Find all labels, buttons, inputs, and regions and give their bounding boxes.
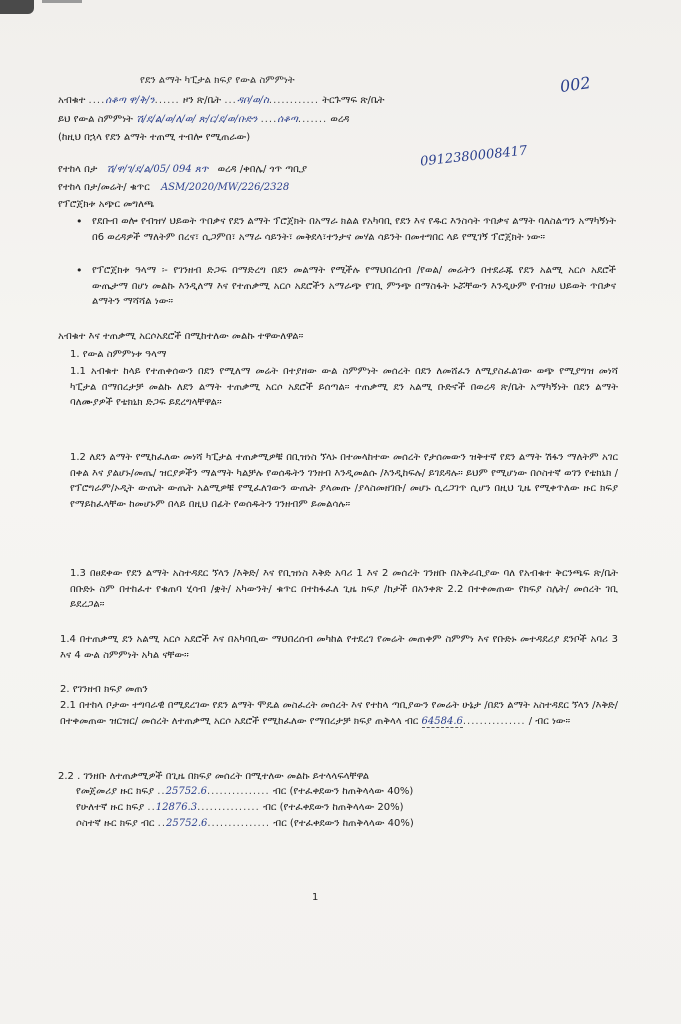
payment-note: (የተፈቀደውን ከጠቅላላው 20%): [279, 802, 404, 813]
blank: .......: [297, 114, 328, 125]
clause-text: 2.1 በተከላ ቦታው ተግባራዊ በሚደረገው የደን ልማት ሞዴል መስፈረት መሰረት እና የተከላ ጣቢያውን የመሬት ሁኔታ /በደን ልማት አስተዳደር ኘላን /እቅድ/ በተቀመጠው ዝርዝር/ መሰረት ለተጠቃሚ አርሶ አደሮች የሚከፈለው የማበረታቻ ክፍያ ጠቅላላ ብር: [60, 700, 618, 727]
blank: ...............: [206, 786, 270, 797]
site-id-line: [58, 181, 289, 194]
handwritten-site-id: ASM/2020/MW/226/2328: [160, 182, 290, 193]
payment-row: [76, 801, 403, 814]
payment-row: [76, 785, 413, 798]
section-2-heading: 2. የገንዘብ ክፍያ መጠን: [60, 684, 148, 695]
blank: ...: [224, 95, 237, 106]
project-summary-heading: የፕሮጀክቱ አጭር መግለጫ: [58, 199, 155, 210]
blank: ...............: [462, 715, 526, 727]
clause-1-1: 1.1 አብቁተ ከላይ የተጠቀሰውን በደን የሚለማ መሬት በተያዘው ውል ስምምነት መሰረት በደን ለመሸፈን ለሚያስፈልገው ወጭ የሚያግዝ መነሻ ካፒታል በማበረታቻ መልኩ ለደን ልማት ተጠቃሚ አርሶ አደሮች ይሰጣል። ተጠቃሚ ደን አልሚ ቡድኖች በወረዳ ጽ/ቤት አማካኝነት በደን ልማት ባለሙያዎች የቴክኒክ ድጋፍ ይደረግላቸዋል።: [70, 366, 619, 408]
beneficiary-line: (ከዚህ በኋላ የደን ልማት ተጠሚ ተብሎ የሚጠራው): [58, 132, 251, 143]
payment-note: (የተፈቀደውን ከጠቅላላው 40%): [289, 818, 414, 829]
handwritten-site: ሽ/ዋ/ገ/ደ/ል/05/ 094 ጸጥ: [106, 164, 209, 175]
handwritten-woreda-2: ሰቆጣ: [277, 114, 298, 125]
label: የተከላ በታ: [58, 164, 98, 175]
payment-unit: ብር: [272, 786, 287, 797]
blank: ............: [268, 95, 320, 106]
payment-label: የመጀመሪያ ዙር ክፍያ: [76, 786, 155, 797]
bullet-dot: •: [76, 215, 83, 228]
party-line-1: [58, 94, 385, 107]
payment-label: የሁለተኛ ዙር ክፍያ: [76, 802, 145, 813]
handwritten-woreda: ዳቦ/ወ/ስ: [236, 95, 269, 106]
blank: ..: [147, 802, 156, 813]
bullet-dot: •: [76, 264, 83, 277]
section-1-heading: 1. የውል ስምምነቱ ዓላማ: [70, 349, 167, 360]
corner-note: 002: [558, 72, 592, 97]
clause-1-2: 1.2 ለደን ልማት የሚከፈለው መነሻ ካፒታል ተጠቃሚዎቹ በቢዝነስ ኘላኑ በተመላከተው መሰረት የታሰመውን ዝቅተኛ የደን ልማት ሽፋን ማለትም አገር በቀል እና ያልሆኑ/መጤ/ ዝርያዎችን ማልማት ካልቻሉ የወሰዱትን ገንዘብ እንዲመልሱ /እንዲከፍሉ/ ይገደዳሉ። ይህም የሚሆነው በሶስተኛ ወገን የቴክኒክ /የፕሮግራም/ኦዲት ውጤት ውጤት አልሚዎቹ የሚፈለገውን ውጤት ያላመጡ /ያላስመዘገቡ/ መሆኑ ሲረጋገጥ ሲሆን በዚህ ጊዜ የሚቀጥለው ዙር ክፍያ የማይከፈላቸው ከመሆኑም በላይ በዚህ በፊት የወሰዱትን ገንዘብም ይመልሳሉ።: [70, 452, 618, 510]
payment-unit: ብር: [273, 818, 287, 829]
bullet-paragraph: የፕሮጀክቱ ዓላማ ፡- የገንዘብ ድጋፍ በማድረግ በደን መልማት የሚችሉ የማህበረሰብ /የወል/ መሬትን በተደራጁ የደን አልሚ አርሶ አደሮች ውጤታማ በሆነ መልኩ እንዲለማ እና የተጠቃሚ አርሶ አደሮችን አማራጭ የገቢ ምንጭ በማስፋት ኑሯቸውን እንዲሁም የብዝሀ ህይወት ጥበቃና ልማትን ማሻሻል ነው።: [92, 265, 616, 307]
blank: ..: [157, 818, 167, 829]
bullet-paragraph: የደቡብ ወሎ የብዝሃ ህይወት ጥበቃና የደን ልማት ፕሮጀክት በአማራ ክልል የአካባቢ የደን እና የዱር እንስሳት ጥበቃና ልማት ባለስልጣን አማካኝነት በ6 ወረዳዎች ማለትም በረና፣ ሲጋምበ፣ አማራ ሳይንት፣ መቅደላ፣ተንታና መሃል ሳይንት በመተግበር ላይ የሚገኝ ፕሮጀክት ነው።: [92, 216, 616, 243]
handwritten-payment-amount: 25752.6: [165, 786, 207, 797]
party-line-2: [58, 113, 349, 126]
payment-label: ሶስተኛ ዙር ክፍያ ብር: [76, 818, 155, 829]
blank: ...............: [207, 818, 271, 829]
label: ዞን ጽ/ቤት: [182, 95, 222, 106]
staple-mark: [42, 0, 82, 3]
blank: ......: [154, 95, 180, 106]
blank: ...............: [197, 802, 260, 813]
page-number: 1: [312, 892, 319, 903]
payment-unit: ብር: [262, 802, 277, 813]
clause-2-1: [60, 698, 618, 729]
handwritten-zone: ሰቆጣ ዋ/ቅ/ን: [105, 95, 155, 106]
label: ትርጉማፍ ጽ/ቤት: [322, 95, 385, 106]
payment-note: (የተፈቀደውን ከጠቅላላው 40%): [289, 786, 414, 797]
handwritten-payment-amount: 25752.6: [166, 818, 208, 829]
intro-line: አብቁተ እና ተጠቃሚ አርሶአደሮች በሚከተለው መልኩ ተዋውለዋል።: [58, 331, 304, 342]
blank: ....: [260, 114, 278, 125]
label: ወረዳ: [330, 114, 350, 125]
blank: ....: [88, 95, 106, 106]
payment-row: [76, 817, 414, 830]
handwritten-group: ሽ/ደ/ል/ወ/ለ/ወ/ ጽ/ር/ደ/ወ/ቡድን: [136, 114, 258, 125]
clause-1-4: 1.4 በተጠቃሚ ደን አልሚ አርሶ አደሮች እና በአካባቢው ማህበረሰብ መካከል የተደረገ የመሬት መጠቀም ስምምነ እና የቡድኑ መተዳደሪያ ደንቦች አባሪ 3 እና 4 ውል ስምምነት አካል ናቸው።: [60, 634, 618, 661]
handwritten-phone: 0912380008417: [419, 143, 529, 170]
clause-text: / ብር ነው።: [528, 715, 571, 727]
label: ይህ የውል ስምምነት: [58, 114, 133, 125]
blank: ..: [157, 786, 166, 797]
label: ወረዳ /ቀበሌ/ ጎጥ ጣቢያ: [217, 164, 308, 175]
handwritten-total-amount: 64584.6: [421, 715, 463, 727]
binder-clip: [0, 0, 34, 14]
clause-1-3: 1.3 በፀደቀው የደን ልማት አስተዳደር ኘላን /እቅድ/ እና የቢዝነስ እቅድ አባሪ 1 እና 2 መሰረት ገንዘቡ በአቅራቢያው ባለ የአብቁተ ቅርንጫፍ ጽ/ቤት በቡድኑ ስም በተከፈተ የቁጠባ ሂሳብ /ቋት/ አካውንት/ ቁጥር በተከፋፈለ ጊዜ ክፍያ /ከታች በአንቀጽ 2.2 በተቀመጠው የክፍያ ስሌት/ መሰረት ገቢ ይደረጋል።: [70, 568, 618, 610]
site-line: [58, 163, 307, 176]
document-title: የደን ልማት ካፒታል ክፍያ የውል ስምምነት: [140, 75, 295, 86]
clause-2-2-intro: 2.2 . ገንዘቡ ለተጠቃሚዎች በጊዜ በክፍያ መሰረት በሚተለው መልኩ ይተላላፍላቸዋል: [58, 771, 370, 782]
label: የተከላ በታ/መሬት/ ቁጥር: [58, 182, 150, 193]
label: አብቁተ: [58, 95, 86, 106]
handwritten-payment-amount: 12876.3: [155, 802, 198, 813]
